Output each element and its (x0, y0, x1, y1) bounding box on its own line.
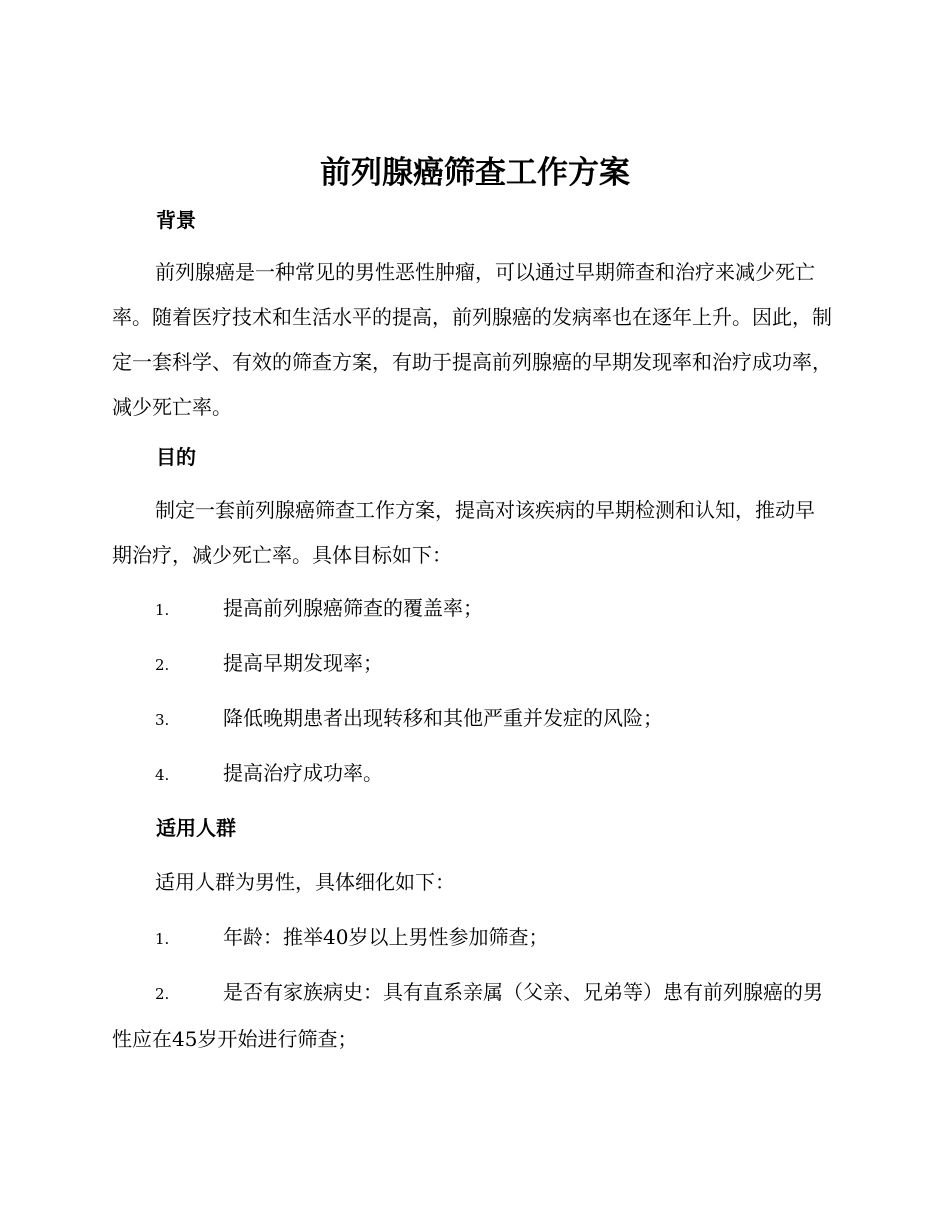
list-item-number: 1. (155, 930, 170, 948)
list-item-number: 1. (155, 601, 170, 619)
purpose-paragraph: 制定一套前列腺癌筛查工作方案，提高对该疾病的早期检测和认知，推动早期治疗，减少死亡率。具体目标如下： (112, 498, 815, 567)
list-item-number: 2. (155, 656, 170, 674)
list-item-number: 4. (155, 766, 170, 784)
list-item-text: 提高早期发现率； (223, 651, 383, 675)
section-heading-background: 背景 (156, 208, 196, 232)
section-heading-target-population: 适用人群 (156, 816, 236, 840)
list-item (112, 641, 832, 688)
list-item-number: 3. (155, 711, 170, 729)
list-item-text: 是否有家族病史：具有直系亲属（父亲、兄弟等）患有前列腺癌的男性应在45岁开始进行筛查； (112, 980, 823, 1051)
background-paragraph: 前列腺癌是一种常见的男性恶性肿瘤，可以通过早期筛查和治疗来减少死亡率。随着医疗技术和生活水平的提高，前列腺癌的发病率也在逐年上升。因此，制定一套科学、有效的筛查方案，有助于提高前列腺癌的早期发现率和治疗成功率，减少死亡率。 (112, 260, 832, 419)
list-item-text: 提高治疗成功率。 (223, 761, 383, 785)
list-item-number: 2. (155, 985, 170, 1003)
list-item (112, 915, 832, 962)
list-item (112, 696, 832, 743)
document-title: 前列腺癌筛查工作方案 (320, 155, 630, 191)
list-item-text: 年龄：推举40岁以上男性参加筛查； (223, 925, 549, 949)
list-item (112, 586, 832, 633)
list-item (112, 751, 832, 798)
section-heading-purpose: 目的 (156, 445, 196, 469)
list-item (112, 970, 832, 1062)
list-item-text: 降低晚期患者出现转移和其他严重并发症的风险； (223, 706, 663, 730)
list-item-text: 提高前列腺癌筛查的覆盖率； (223, 596, 483, 620)
target-population-paragraph: 适用人群为男性，具体细化如下： (155, 870, 455, 894)
